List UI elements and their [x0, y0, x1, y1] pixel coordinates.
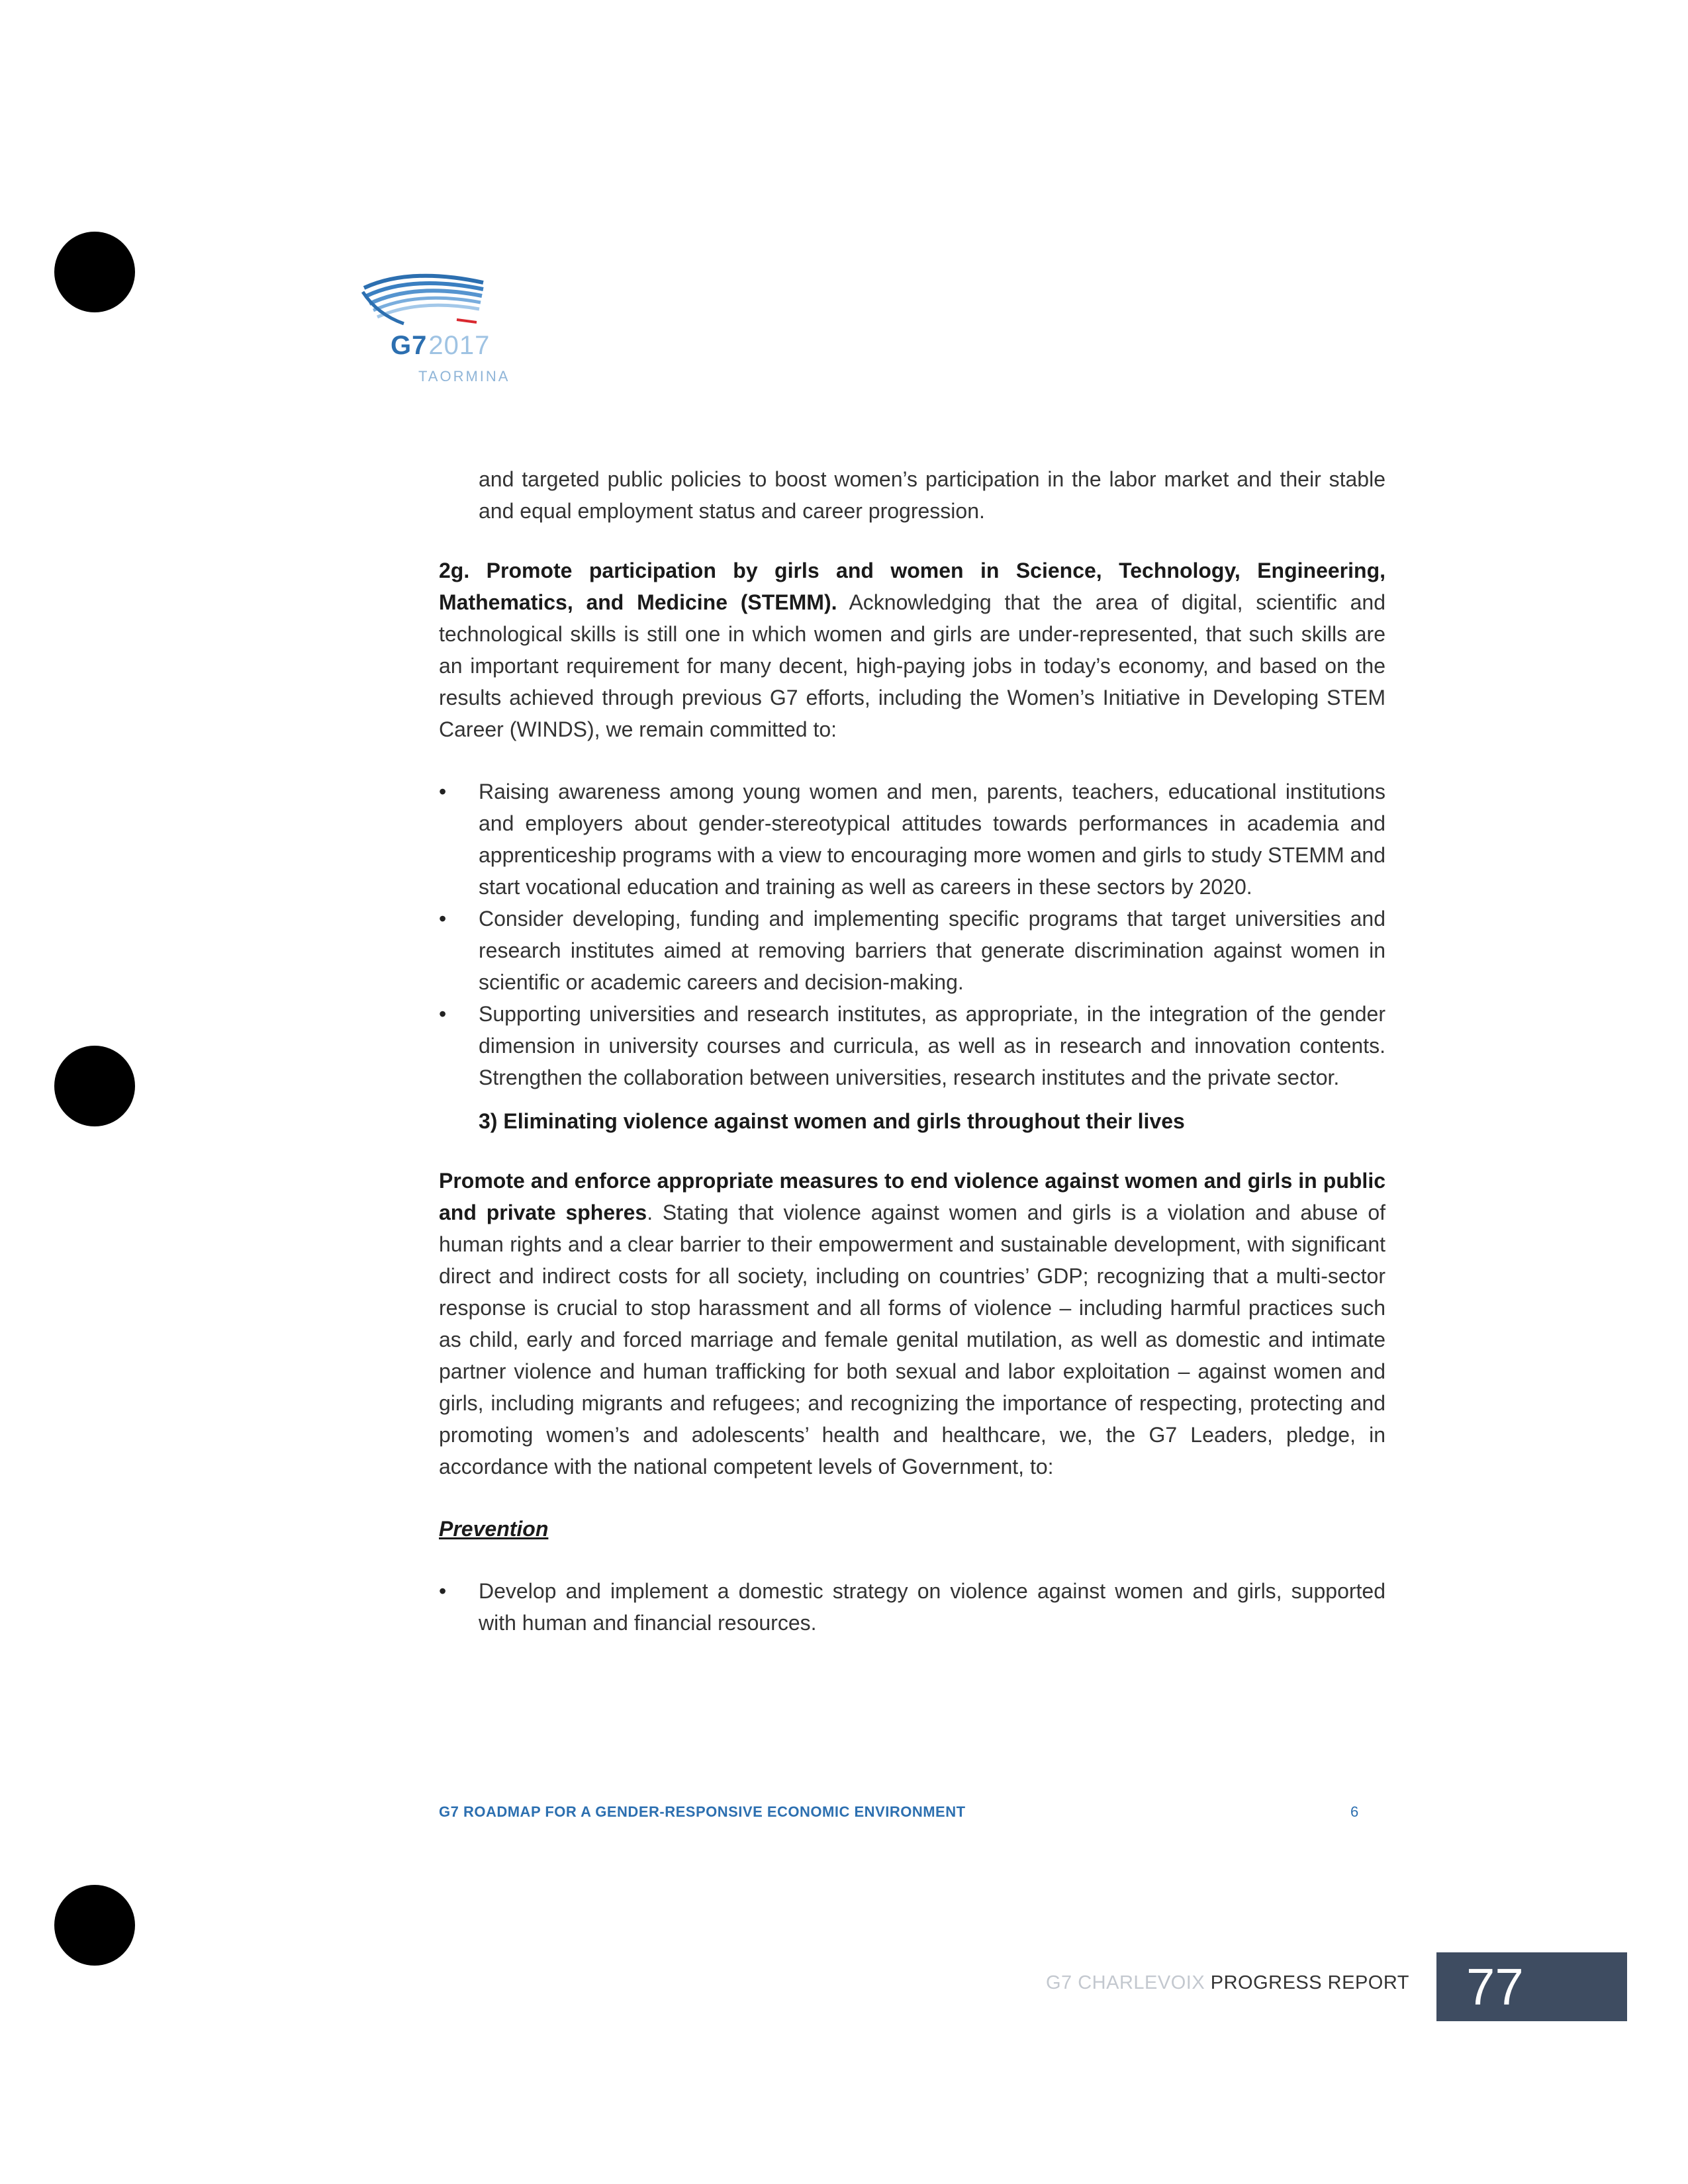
- stemm-paragraph: [439, 555, 1385, 745]
- prevention-bullet-list: [439, 1575, 1385, 1639]
- violence-body: . Stating that violence against women and girls is a violation and abuse of human rights and a clear barrier to their empowerment and sustainable development, with significant direct and indirect costs for all society, including on countries’ GDP; recognizing that a multi-sector response is crucial to stop harassment and all forms of violence – including harmful practices such as child, early and forced marriage and female genital mutilation, as well as domestic and intimate partner violence and human trafficking for both sexual and labor exploitation – against women and girls, including migrants and refugees; and recognizing the importance of respecting, protecting and promoting women’s and adolescents’ health and healthcare, we, the G7 Leaders, pledge, in accordance with the national competent levels of Government, to:: [439, 1201, 1386, 1479]
- punch-hole: [54, 1046, 135, 1126]
- prevention-heading: Prevention: [439, 1517, 549, 1541]
- violence-heading: Promote and enforce appropriate measures to end violence against women and girls in public and private spheres: [439, 1169, 1385, 1224]
- document-body: [439, 463, 1385, 1639]
- list-item: • Raising awareness among young women and men, parents, teachers, educational institutions and employers about gender-stereotypical attitudes towards performances in academia and apprenticeship programs with a view to encouraging more women and girls to study STEMM and start vocational education and training as well as careers in these sectors by 2020.: [439, 776, 1385, 903]
- punch-hole: [54, 1885, 135, 1966]
- list-item: • Develop and implement a domestic strategy on violence against women and girls, supported with human and financial resources.: [439, 1575, 1385, 1639]
- punch-hole: [54, 232, 135, 312]
- stemm-bullet-list: [439, 776, 1385, 1093]
- list-item: • Consider developing, funding and implementing specific programs that target universities and research institutes aimed at removing barriers that generate discrimination against women in scientific or academic careers and decision-making.: [439, 903, 1385, 998]
- logo-city: TAORMINA: [418, 368, 510, 385]
- report-label: PROGRESS REPORT: [1205, 1972, 1409, 1993]
- report-page-number: 77: [1436, 1952, 1627, 2021]
- report-faint-label: G7 CHARLEVOIX: [1046, 1972, 1205, 1993]
- violence-paragraph: [439, 1165, 1385, 1482]
- stemm-heading: 2g. Promote participation by girls and women in Science, Technology, Engineering, Mathematics, and Medicine (STEMM).: [439, 559, 1385, 614]
- stemm-body: Acknowledging that the area of digital, scientific and technological skills is still one in which women and girls are under-represented, that such skills are an important requirement for many decent, high-paying jobs in today’s economy, and based on the results achieved through previous G7 efforts, including the Women’s Initiative in Developing STEM Career (WINDS), we remain committed to:: [439, 590, 1386, 741]
- footer-page-number: 6: [1350, 1803, 1359, 1820]
- list-item: • Supporting universities and research institutes, as appropriate, in the integration of the gender dimension in university courses and curricula, as well as in research and innovation contents. Strengthen the collaboration between universities, research institutes and the private sector.: [439, 998, 1385, 1093]
- section-3-heading: 3) Eliminating violence against women and girls throughout their lives: [479, 1109, 1185, 1133]
- intro-continuation: and targeted public policies to boost women’s participation in the labor market and their stable and equal employment status and career progression.: [479, 467, 1385, 523]
- progress-report-label: [1046, 1972, 1409, 1994]
- footer-title: G7 ROADMAP FOR A GENDER-RESPONSIVE ECONOMIC ENVIRONMENT: [439, 1803, 966, 1820]
- logo-wordmark: G72017: [391, 331, 491, 360]
